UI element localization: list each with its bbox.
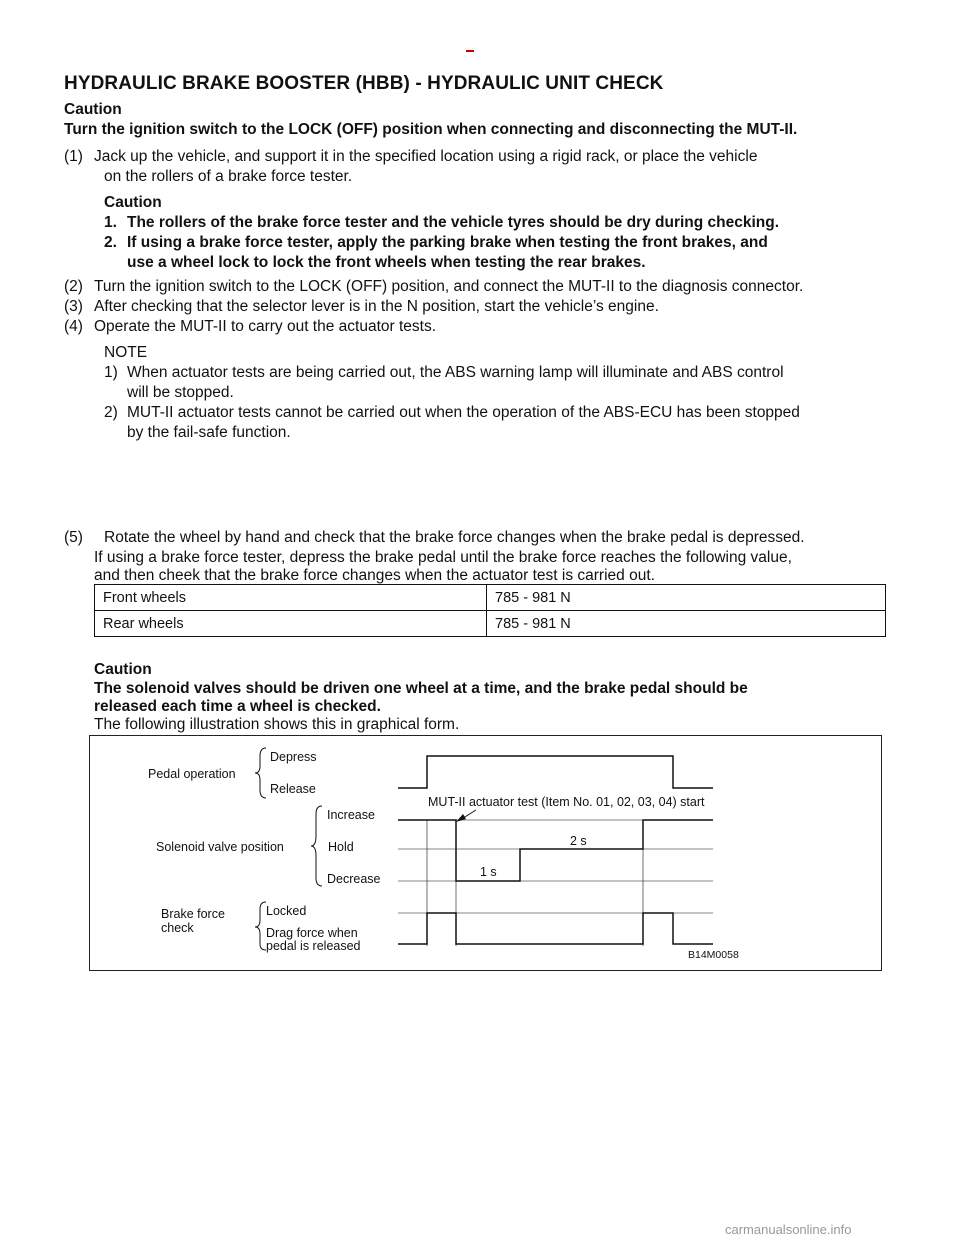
caution-1-heading: Caution bbox=[104, 194, 162, 211]
caution-1-item1: The rollers of the brake force tester and the vehicle tyres should be dry during checking. bbox=[127, 214, 780, 231]
note-item1-line1: When actuator tests are being carried out, the ABS warning lamp will illuminate and ABS control bbox=[127, 364, 784, 381]
step-4-line1: Operate the MUT-II to carry out the actuator tests. bbox=[94, 318, 437, 335]
note-item1-number: 1) bbox=[104, 364, 118, 381]
start-pointer-arrowhead bbox=[456, 814, 466, 822]
step-3-number: (3) bbox=[64, 298, 83, 315]
brace-brake-force bbox=[255, 902, 266, 950]
note-item1-line2: will be stopped. bbox=[127, 384, 234, 401]
solenoid-valve-trace bbox=[398, 820, 713, 881]
step-4-number: (4) bbox=[64, 318, 83, 335]
caution-2-heading: Caution bbox=[94, 661, 152, 678]
step-1-number: (1) bbox=[64, 148, 83, 165]
step-2-number: (2) bbox=[64, 278, 83, 295]
note-item2-number: 2) bbox=[104, 404, 118, 421]
brake-force-trace bbox=[398, 913, 713, 944]
caution-2-line2: released each time a wheel is checked. bbox=[94, 698, 381, 715]
timing-diagram-svg bbox=[90, 736, 881, 970]
label-actuator-test-start: MUT-II actuator test (Item No. 01, 02, 03, 04) start bbox=[428, 795, 705, 809]
step-5-line3: and then cheek that the brake force changes when the actuator test is carried out. bbox=[94, 567, 655, 584]
label-locked: Locked bbox=[266, 904, 307, 918]
table-cell-label: Rear wheels bbox=[95, 611, 487, 637]
note-item2-line2: by the fail-safe function. bbox=[127, 424, 291, 441]
brake-force-spec-table bbox=[94, 584, 886, 637]
label-drag-line1: Drag force when bbox=[266, 926, 358, 940]
label-pedal-operation: Pedal operation bbox=[148, 767, 236, 781]
table-cell-label: Front wheels bbox=[95, 585, 487, 611]
table-cell-value: 785 - 981 N bbox=[487, 611, 886, 637]
caution-1-item2-line1: If using a brake force tester, apply the parking brake when testing the front brakes, and bbox=[127, 234, 768, 251]
label-brake-force-line1: Brake force bbox=[161, 907, 225, 921]
caution-top bbox=[64, 100, 797, 140]
step-5-number: (5) bbox=[64, 529, 83, 546]
note-heading: NOTE bbox=[104, 344, 148, 361]
note-item2-line1: MUT-II actuator tests cannot be carried out when the operation of the ABS-ECU has been stopped bbox=[127, 404, 800, 421]
label-drag-line2: pedal is released bbox=[266, 939, 361, 953]
caution-1-item2-number: 2. bbox=[104, 234, 117, 251]
label-brake-force-line2: check bbox=[161, 921, 194, 935]
table-row bbox=[95, 585, 886, 611]
step-1-line2: on the rollers of a brake force tester. bbox=[104, 168, 353, 185]
page-title: HYDRAULIC BRAKE BOOSTER (HBB) - HYDRAULIC UNIT CHECK bbox=[64, 73, 664, 94]
step-5-line2: If using a brake force tester, depress the brake pedal until the brake force reaches the following value, bbox=[94, 549, 792, 566]
brace-pedal bbox=[255, 748, 266, 798]
label-decrease: Decrease bbox=[327, 872, 381, 886]
caution-2-line1: The solenoid valves should be driven one wheel at a time, and the brake pedal should be bbox=[94, 680, 748, 697]
table-row bbox=[95, 611, 886, 637]
label-solenoid-valve-position: Solenoid valve position bbox=[156, 840, 284, 854]
figure-code: B14M0058 bbox=[688, 949, 739, 961]
table-cell-value: 785 - 981 N bbox=[487, 585, 886, 611]
caution-1-item2-line2: use a wheel lock to lock the front wheels when testing the rear brakes. bbox=[127, 254, 646, 271]
step-3-line1: After checking that the selector lever is in the N position, start the vehicle’s engine. bbox=[94, 298, 659, 315]
label-2-seconds: 2 s bbox=[570, 834, 587, 848]
caution-top-text: Turn the ignition switch to the LOCK (OFF) position when connecting and disconnecting the MUT-II. bbox=[64, 121, 798, 138]
timing-diagram bbox=[89, 735, 882, 971]
label-increase: Increase bbox=[327, 808, 375, 822]
step-1-line1: Jack up the vehicle, and support it in the specified location using a rigid rack, or place the vehicle bbox=[94, 148, 758, 165]
brace-solenoid bbox=[311, 806, 322, 886]
caution-2-follow: The following illustration shows this in graphical form. bbox=[94, 716, 460, 733]
caution-1-item1-number: 1. bbox=[104, 214, 117, 231]
label-depress: Depress bbox=[270, 750, 317, 764]
pedal-operation-trace bbox=[398, 756, 713, 788]
step-5-line1: Rotate the wheel by hand and check that the brake force changes when the brake pedal is depressed. bbox=[104, 529, 805, 546]
label-hold: Hold bbox=[328, 840, 354, 854]
caution-top-heading: Caution bbox=[64, 101, 122, 118]
header-mark bbox=[466, 50, 474, 52]
label-release: Release bbox=[270, 782, 316, 796]
label-1-second: 1 s bbox=[480, 865, 497, 879]
watermark: carmanualsonline.info bbox=[725, 1222, 852, 1237]
step-2-line1: Turn the ignition switch to the LOCK (OFF) position, and connect the MUT-II to the diagnosis connector. bbox=[94, 278, 804, 295]
